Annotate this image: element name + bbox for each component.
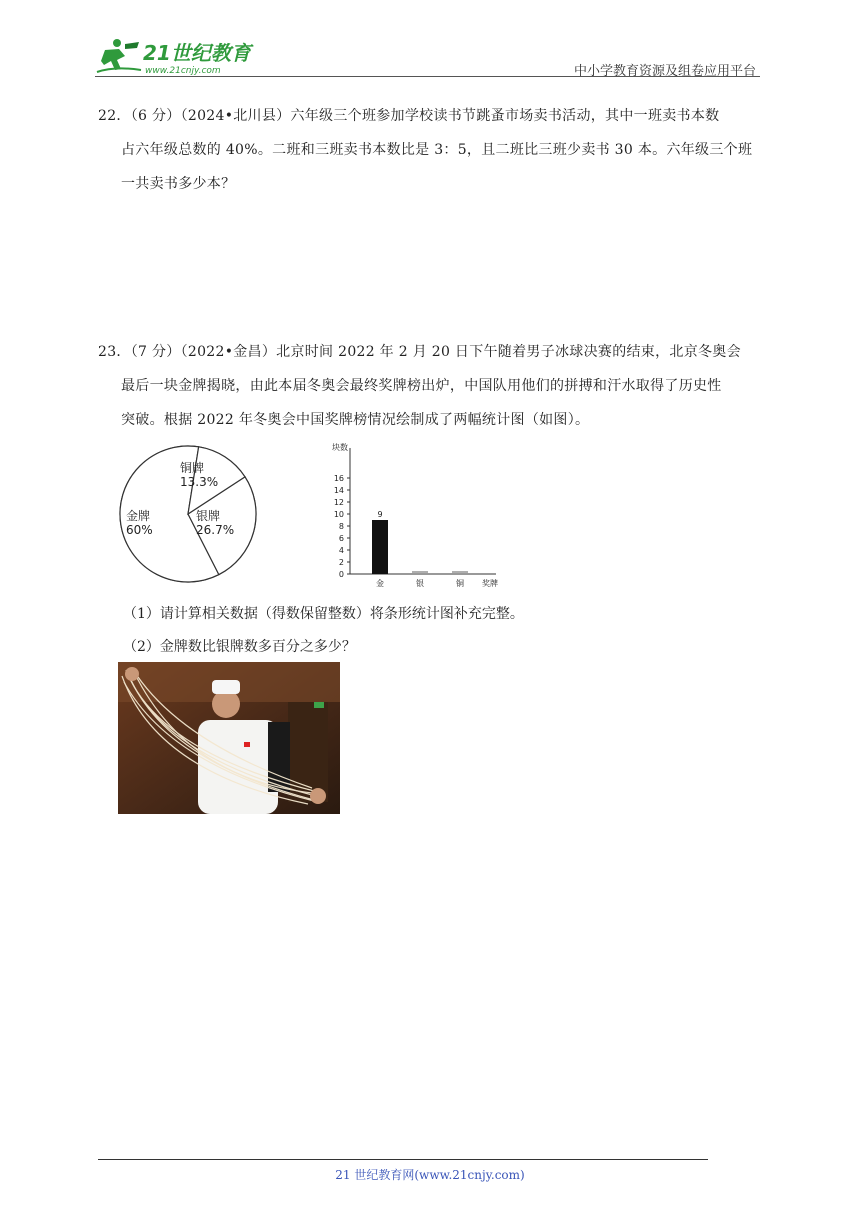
medal-bar-chart: [312, 440, 502, 590]
bar-金: [372, 520, 388, 574]
footer-source: 21 世纪教育网(www.21cnjy.com): [335, 1168, 525, 1182]
runner-icon: [97, 39, 141, 72]
q22-line1: 22．（6 分）（2024•北川县）六年级三个班参加学校读书节跳蚤市场卖书活动，其中一班卖书本数: [98, 108, 720, 124]
y-tick-label: 0: [338, 570, 344, 579]
q23-line2: 最后一块金牌揭晓，由此本届冬奥会最终奖牌榜出炉，中国队用他们的拼搏和汗水取得了历史性: [121, 378, 722, 394]
q23-line3: 突破。根据 2022 年冬奥会中国奖牌榜情况绘制成了两幅统计图（如图）。: [121, 412, 590, 428]
y-axis-label: 块数: [332, 443, 348, 452]
logo-url: www.21cnjy.com: [145, 66, 221, 76]
pie-value-silver: 26.7%: [196, 523, 235, 537]
y-tick-label: 2: [338, 558, 344, 567]
y-tick-label: 10: [333, 510, 344, 519]
logo-wordmark: 21世纪教育: [143, 41, 251, 65]
y-tick-label: 16: [333, 474, 344, 483]
x-axis-label: 奖牌: [482, 579, 498, 588]
y-tick-label: 8: [338, 522, 344, 531]
pie-value-gold: 60%: [126, 523, 153, 537]
y-tick-label: 12: [333, 498, 344, 507]
q23-subquestion-2: （2）金牌数比银牌数多百分之多少？: [123, 639, 356, 655]
y-tick-label: 4: [338, 546, 344, 555]
q22-line2: 占六年级总数的 40%。二班和三班卖书本数比是 3：5，且二班比三班少卖书 30 本。六年级三个班: [121, 142, 753, 158]
medal-pie-chart: [118, 444, 258, 584]
footer-divider: [98, 1159, 708, 1160]
q22-line3: 一共卖书多少本？: [121, 176, 236, 192]
bar-data-label: 9: [377, 510, 383, 519]
pie-label-gold: 金牌: [126, 509, 151, 523]
x-tick-label: 金: [376, 579, 384, 588]
question-22: [98, 99, 763, 201]
q23-subquestion-1: （1）请计算相关数据（得数保留整数）将条形统计图补充完整。: [123, 606, 524, 622]
q23-line1: 23．（7 分）（2022•金昌）北京时间 2022 年 2 月 20 日下午随着男子冰球决赛的结束，北京冬奥会: [98, 344, 741, 360]
header-divider: [95, 76, 760, 77]
pie-label-bronze: 铜牌: [180, 461, 205, 475]
y-tick-label: 14: [333, 486, 344, 495]
x-tick-label: 银: [416, 579, 424, 588]
y-tick-label: 6: [338, 534, 344, 543]
pie-value-bronze: 13.3%: [180, 475, 219, 489]
noodle-chef-photo: [118, 662, 340, 814]
question-23: [98, 335, 763, 437]
x-tick-label: 铜: [456, 579, 464, 588]
pie-label-silver: 银牌: [196, 509, 221, 523]
platform-name: 中小学教育资源及组卷应用平台: [573, 64, 756, 79]
site-logo: [95, 36, 265, 78]
